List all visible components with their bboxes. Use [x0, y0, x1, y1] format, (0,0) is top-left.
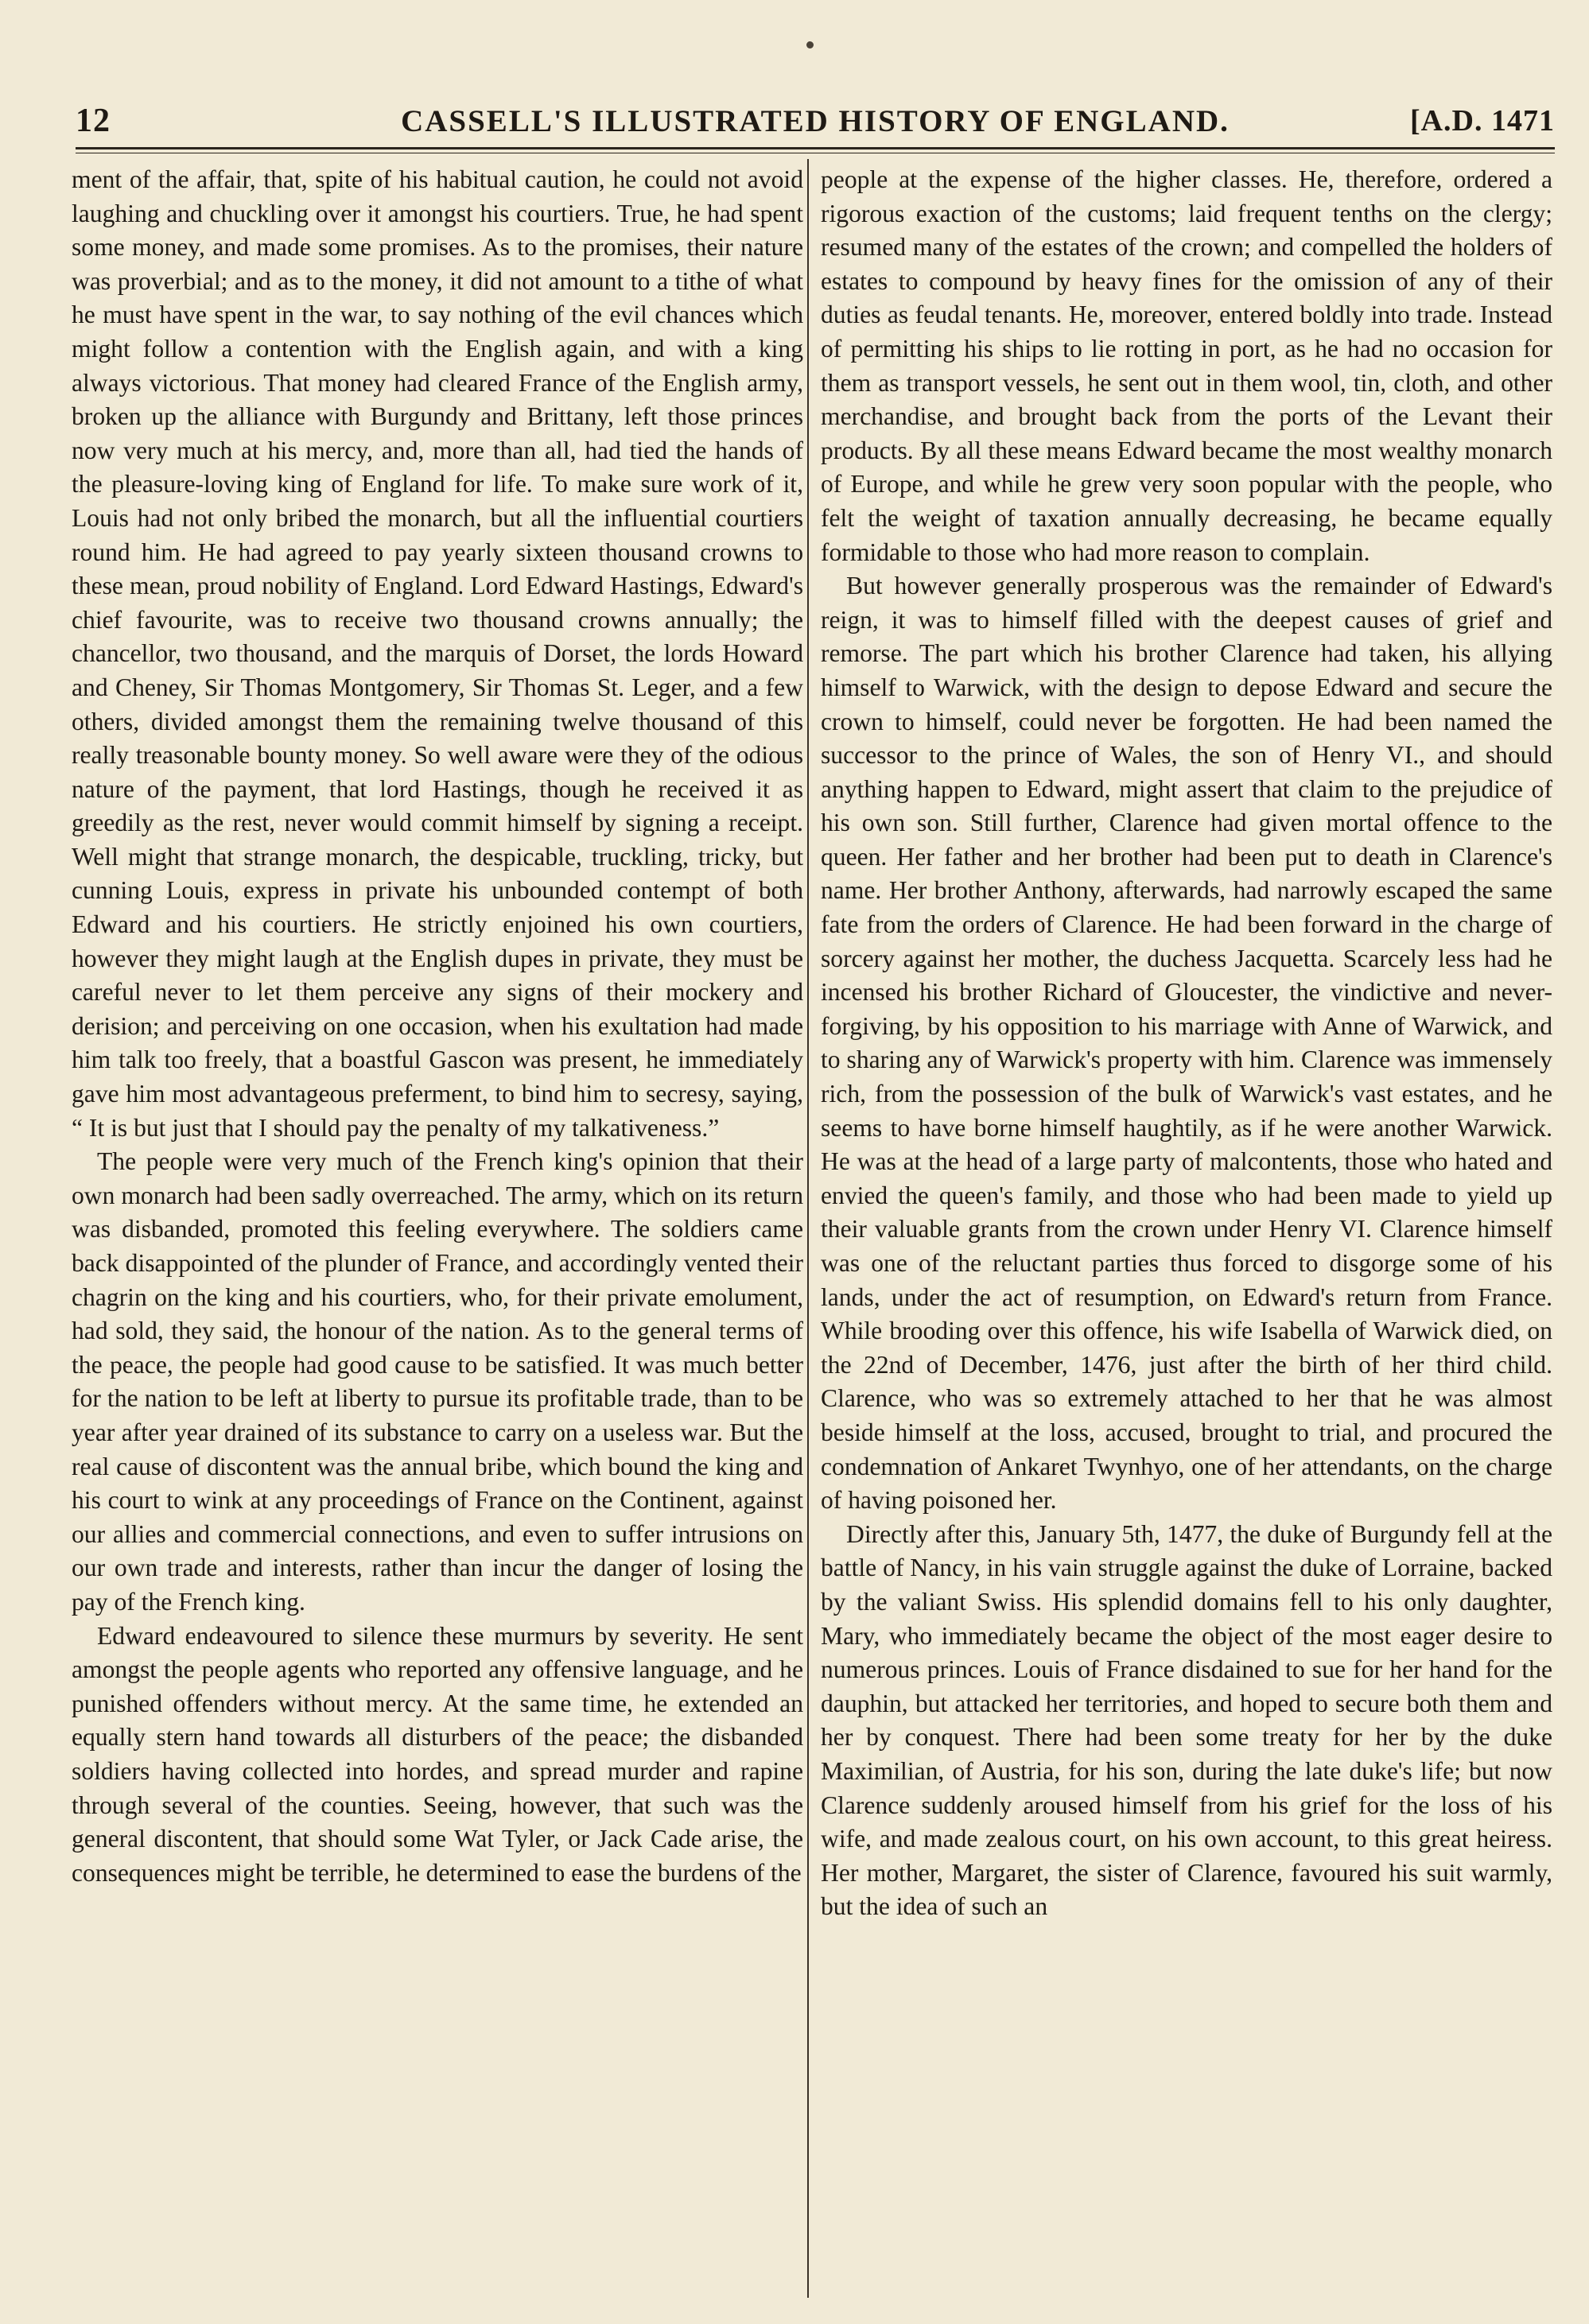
- running-date: [A.D. 1471: [1409, 104, 1555, 138]
- paragraph: people at the expense of the higher classes. He, therefore, ordered a rigorous exaction of the customs; laid frequent tenths on the clergy; resumed many of the estates of the crown; and compelled the holders of estates to compound by heavy fines for the omission of any of their duties as feudal tenants. He, moreover, entered boldly into trade. Instead of permitting his ships to lie rotting in port, as he had no occasion for them as transport vessels, he sent out in them wool, tin, cloth, and other merchandise, and brought back from the ports of the Levant their products. By all these means Edward became the most wealthy monarch of Europe, and while he grew very soon popular with the people, who felt the weight of taxation annually decreasing, he became equally formidable to those who had more reason to complain.: [821, 165, 1552, 566]
- page-number: 12: [76, 103, 111, 139]
- ink-dot: [806, 41, 814, 48]
- paragraph: ment of the affair, that, spite of his habitual caution, he could not avoid laughing and chuckling over it amongst his courtiers. True, he had spent some money, and made some promises. As to the promises, their nature was proverbial; and as to the money, it did not amount to a tithe of what he must have spent in the war, to say nothing of the evil chances which might follow a contention with the English again, and with a king always victorious. That money had cleared France of the English army, broken up the alliance with Burgundy and Brittany, left those princes now very much at his mercy, and, more than all, had tied the hands of the pleasure-loving king of England for life. To make sure work of it, Louis had not only bribed the monarch, but all the influential courtiers round him. He had agreed to pay yearly sixteen thousand crowns to these mean, proud nobility of England. Lord Edward Hastings, Edward's chief favourite, was to receive two thousand crowns annually; the chancellor, two thousand, and the marquis of Dorset, the lords Howard and Cheney, Sir Thomas Montgomery, Sir Thomas St. Leger, and a few others, divided amongst them the remaining twelve thousand of this really treasonable bounty money. So well aware were they of the odious nature of the payment, that lord Hastings, though he received it as greedily as the rest, never would commit himself by signing a receipt. Well might that strange monarch, the despicable, truckling, tricky, but cunning Louis, express in private his unbounded contempt of both Edward and his courtiers. He strictly enjoined his own courtiers, however they might laugh at the English dupes in private, they must be careful never to let them perceive any signs of their mockery and derision; and perceiving on one occasion, when his exultation had made him talk too freely, that a boastful Gascon was present, he immediately gave him most advantageous preferment, to bind him to secresy, saying, “ It is but just that I should pay the penalty of my talkativeness.”: [72, 165, 803, 1142]
- paragraph: But however generally prosperous was the remainder of Edward's reign, it was to himself filled with the deepest causes of grief and remorse. The part which his brother Clarence had taken, his allying himself to Warwick, with the design to depose Edward and secure the crown to himself, could never be forgotten. He had been named the successor to the prince of Wales, the son of Henry VI., and should anything happen to Edward, might assert that claim to the prejudice of his own son. Still further, Clarence had given mortal offence to the queen. Her father and her brother had been put to death in Clarence's name. Her brother Anthony, afterwards, had narrowly escaped the same fate from the orders of Clarence. He had been forward in the charge of sorcery against her mother, the duchess Jacquetta. Scarcely less had he incensed his brother Richard of Gloucester, the vindictive and never-forgiving, by his opposition to his marriage with Anne of Warwick, and to sharing any of Warwick's property with him. Clarence was immensely rich, from the possession of the bulk of Warwick's vast estates, and he seems to have borne himself haughtily, as if he were another Warwick. He was at the head of a large party of malcontents, those who hated and envied the queen's family, and those who had been made to yield up their valuable grants from the crown under Henry VI. Clarence himself was one of the reluctant parties thus forced to disgorge some of his lands, under the act of resumption, on Edward's return from France. While brooding over this offence, his wife Isabella of Warwick died, on the 22nd of December, 1476, just after the birth of her third child. Clarence, who was so extremely attached to her that he was almost beside himself at the loss, accused, brought to trial, and procured the condemnation of Ankaret Twynhyo, one of her attendants, on the charge of having poisoned her.: [821, 572, 1552, 1515]
- column-divider: [807, 159, 809, 2298]
- paragraph: The people were very much of the French king's opinion that their own monarch had been sadly overreached. The army, which on its return was disbanded, promoted this feeling everywhere. The soldiers came back disappointed of the plunder of France, and accordingly vented their chagrin on the king and his courtiers, who, for their private emolument, had sold, they said, the honour of the nation. As to the general terms of the peace, the people had good cause to be satisfied. It was much better for the nation to be left at liberty to pursue its profitable trade, than to be year after year drained of its substance to carry on a useless war. But the real cause of discontent was the annual bribe, which bound the king and his court to wink at any proceedings of France on the Continent, against our allies and commercial connections, and even to suffer intrusions on our own trade and interests, rather than incur the danger of losing the pay of the French king.: [72, 1147, 803, 1616]
- paragraph: Edward endeavoured to silence these murmurs by severity. He sent amongst the people agents who reported any offensive language, and he punished offenders without mercy. At the same time, he extended an equally stern hand towards all disturbers of the peace; the disbanded soldiers having collected into hordes, and spread murder and rapine through several of the counties. Seeing, however, that such was the general discontent, that should some Wat Tyler, or Jack Cade arise, the consequences might be terrible, he determined to ease the burdens of the: [72, 1621, 803, 1887]
- right-column: [821, 163, 1552, 2302]
- header-rule: [76, 147, 1555, 149]
- paragraph: Directly after this, January 5th, 1477, the duke of Burgundy fell at the battle of Nancy, in his vain struggle against the duke of Lorraine, backed by the valiant Swiss. His splendid domains fell to his only daughter, Mary, who immediately became the object of the most eager desire to numerous princes. Louis of France disdained to sue for her hand for the dauphin, but attacked her territories, and hoped to secure both them and her by conquest. There had been some treaty for her by the duke Maximilian, of Austria, for his son, during the late duke's life; but now Clarence suddenly aroused himself from his grief for the loss of his wife, and made zealous court, on his own account, to this great heiress. Her mother, Margaret, the sister of Clarence, favoured his suit warmly, but the idea of such an: [821, 1519, 1552, 1921]
- running-header: [76, 97, 1555, 145]
- running-title: CASSELL'S ILLUSTRATED HISTORY OF ENGLAND.: [401, 104, 1230, 138]
- left-column: [72, 163, 803, 2302]
